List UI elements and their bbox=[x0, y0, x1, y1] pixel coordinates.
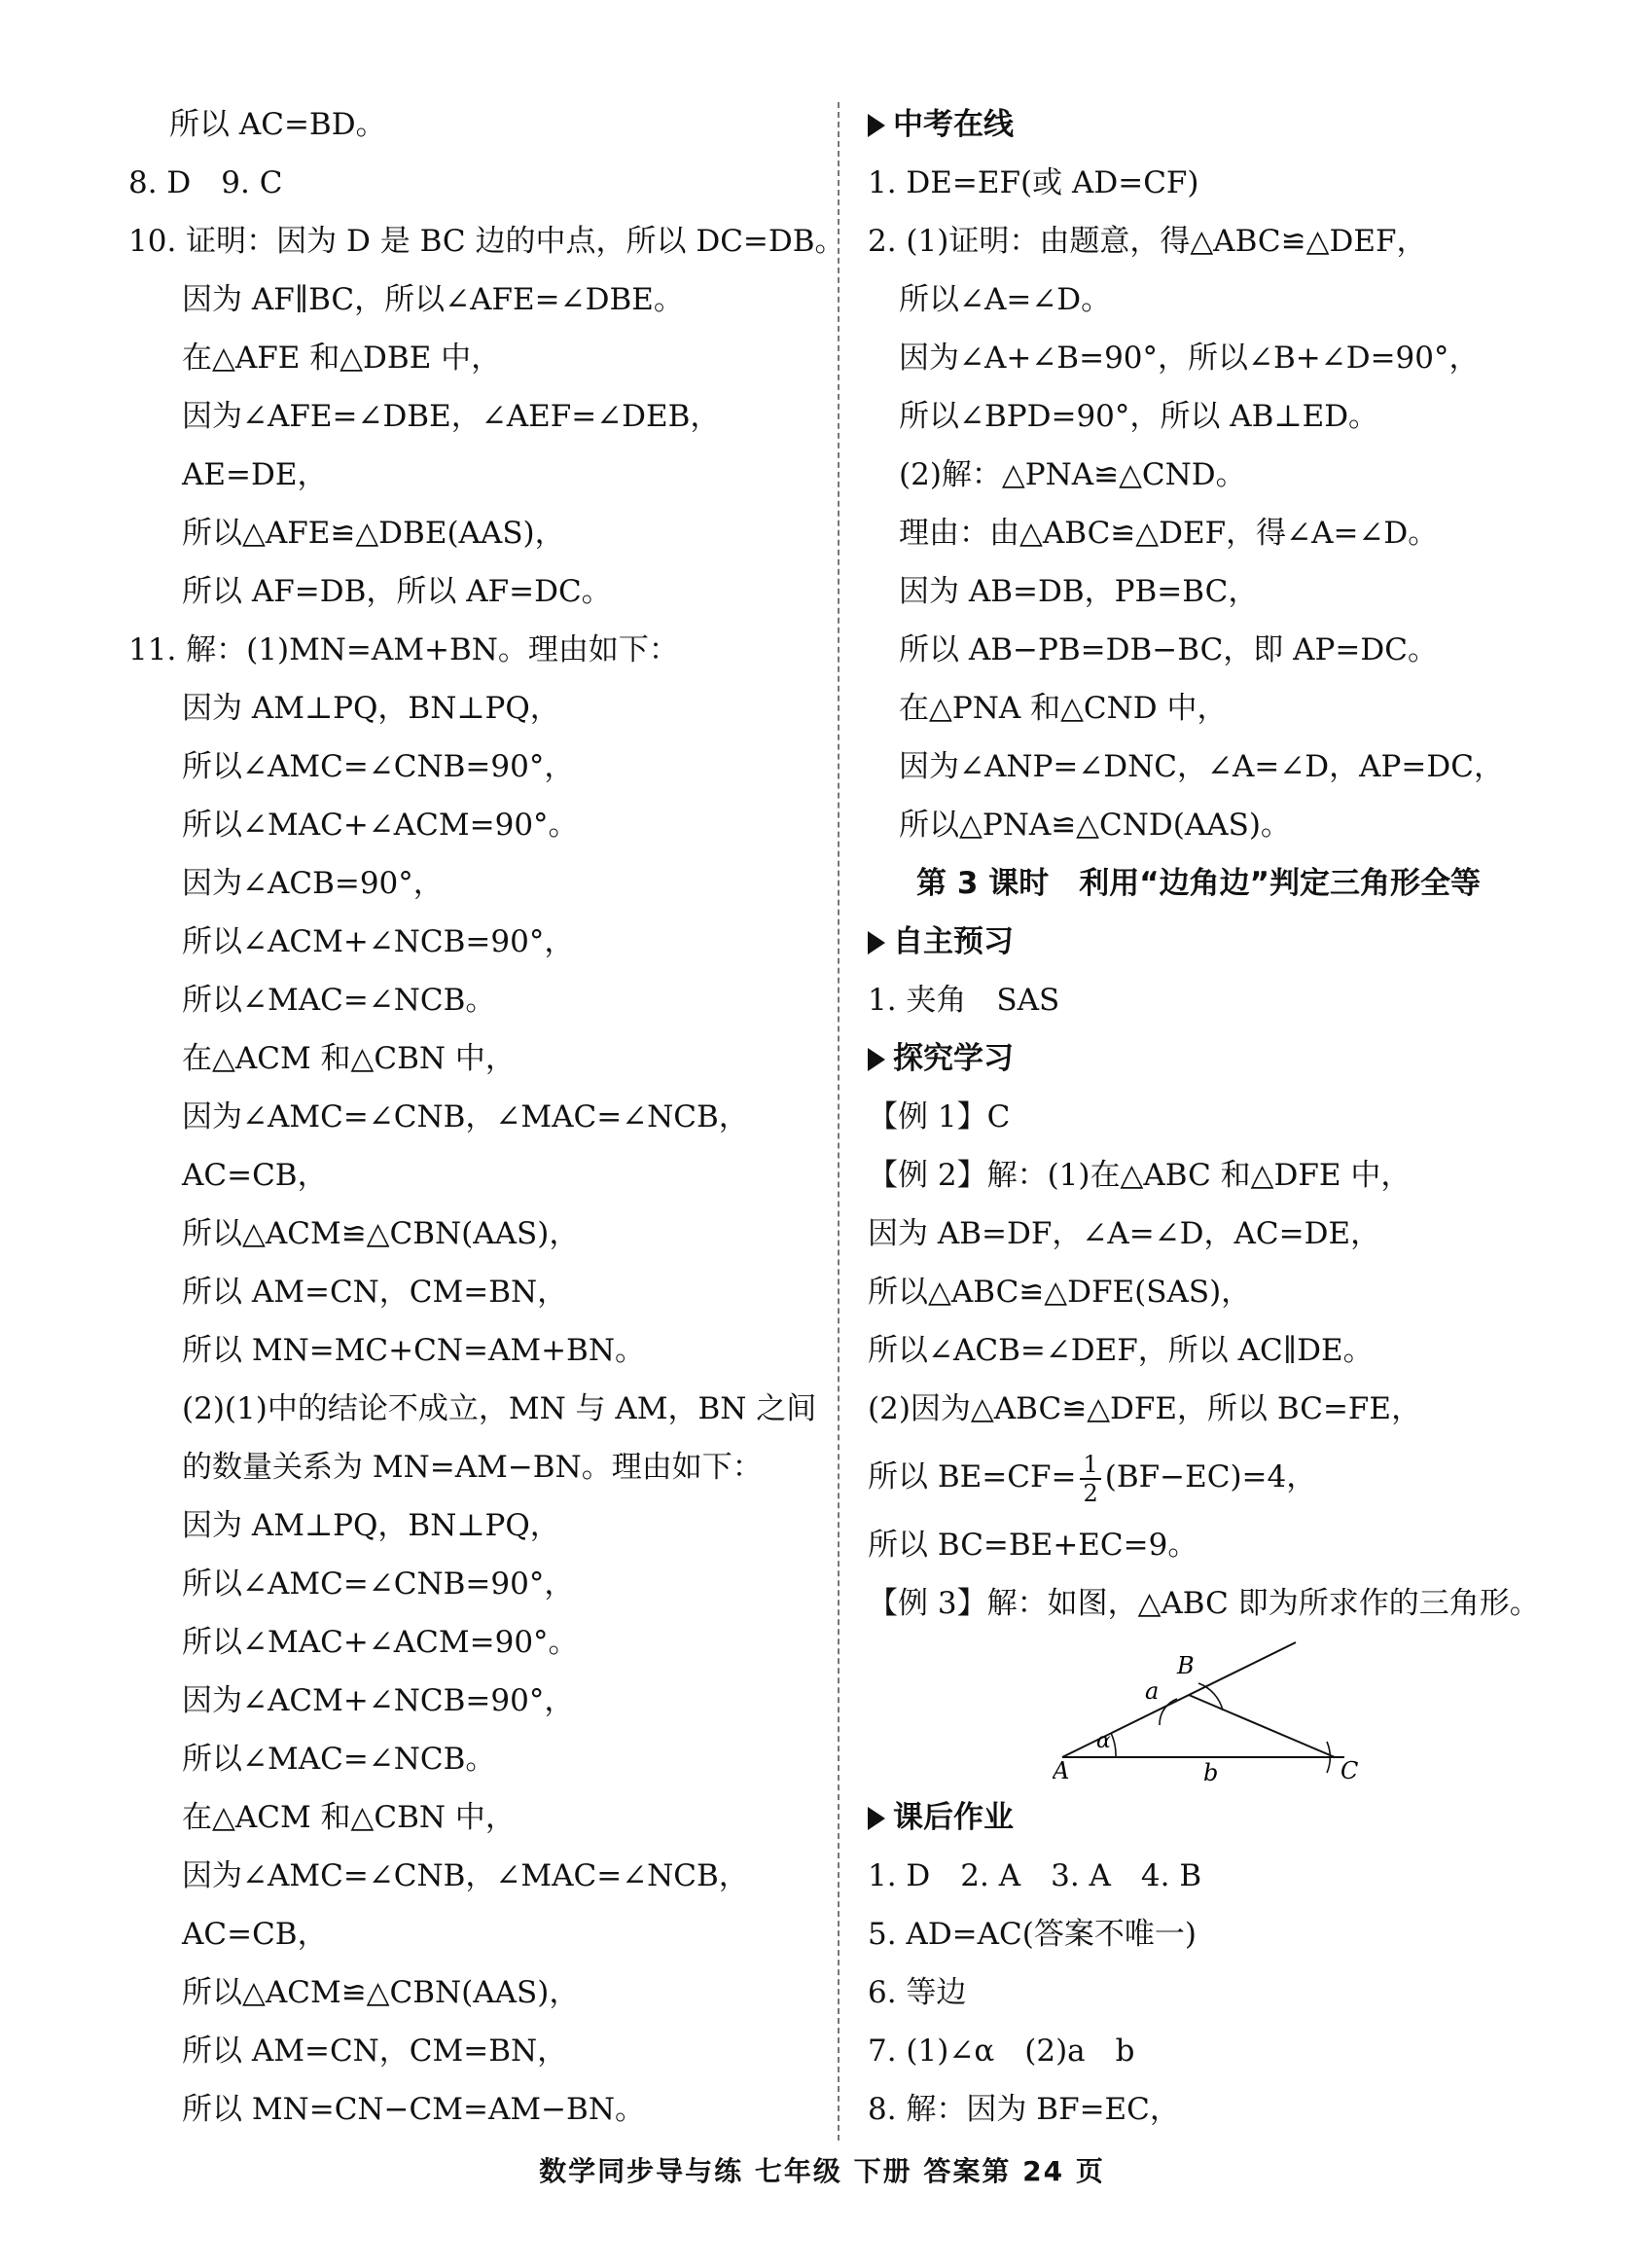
section-heading-zizhu: 自主预习 bbox=[868, 913, 1549, 971]
text-line: 所以 BC=BE+EC=9。 bbox=[868, 1528, 1198, 1563]
text-line: 10. 证明：因为 D 是 BC 边的中点，所以 DC=DB。 bbox=[128, 224, 845, 259]
text-line: 因为∠AMC=∠CNB，∠MAC=∠NCB， bbox=[182, 1858, 749, 1893]
text-line: 所以△PNA≌△CND(AAS)。 bbox=[899, 808, 1291, 843]
text-line: AE=DE， bbox=[182, 457, 328, 492]
text-line: 所以∠ACB=∠DEF，所以 AC∥DE。 bbox=[868, 1333, 1374, 1368]
text-line: 因为 AB=DF，∠A=∠D，AC=DE， bbox=[868, 1216, 1381, 1251]
text-line: 所以 AC=BD。 bbox=[169, 107, 386, 142]
triangle-construction-figure bbox=[868, 1633, 1549, 1788]
text-line: 因为 AB=DB，PB=BC， bbox=[899, 574, 1259, 609]
triangle-bullet-icon bbox=[868, 931, 885, 954]
text-line: 所以 AM=CN，CM=BN， bbox=[182, 1275, 568, 1310]
text-line: 1. DE=EF(或 AD=CF) bbox=[868, 165, 1199, 200]
text-line: 所以△ACM≌△CBN(AAS)， bbox=[182, 1216, 580, 1251]
side-label-a: a bbox=[1145, 1677, 1160, 1705]
triangle-bullet-icon bbox=[868, 1807, 885, 1830]
right-column bbox=[868, 95, 1549, 2139]
triangle-figure-svg bbox=[1053, 1633, 1364, 1788]
triangle-bullet-icon bbox=[868, 114, 885, 137]
text-line: 在△PNA 和△CND 中， bbox=[899, 691, 1228, 726]
text-line: 所以∠A=∠D。 bbox=[899, 282, 1112, 317]
text-line: 11. 解：(1)MN=AM+BN。理由如下： bbox=[128, 632, 679, 667]
text-line: 在△ACM 和△CBN 中， bbox=[182, 1800, 516, 1835]
text-line: 所以∠ACM+∠NCB=90°， bbox=[182, 924, 575, 959]
text-line: 【例 1】C bbox=[868, 1099, 1011, 1134]
text-line: 【例 3】解：如图，△ABC 即为所求作的三角形。 bbox=[868, 1586, 1540, 1621]
text-line: 所以∠MAC+∠ACM=90°。 bbox=[182, 1625, 579, 1660]
text-line: 所以 MN=MC+CN=AM+BN。 bbox=[182, 1333, 645, 1368]
vertex-label-c: C bbox=[1340, 1757, 1359, 1784]
text-line: 理由：由△ABC≌△DEF，得∠A=∠D。 bbox=[899, 516, 1439, 551]
text-line: 因为∠ANP=∠DNC，∠A=∠D，AP=DC， bbox=[899, 749, 1504, 784]
text-line: AC=CB， bbox=[182, 1917, 328, 1952]
text-line: 在△AFE 和△DBE 中， bbox=[182, 341, 502, 376]
text-line: (2)(1)中的结论不成立，MN 与 AM，BN 之间 bbox=[182, 1391, 817, 1426]
text-line: 2. (1)证明：由题意，得△ABC≌△DEF， bbox=[868, 224, 1427, 259]
section-heading-kehou: 课后作业 bbox=[868, 1788, 1549, 1847]
fraction-line: 所以 BE=CF= $\frac{1}{2}$ (BF−EC)=4， bbox=[868, 1450, 1317, 1507]
text-line: 6. 等边 bbox=[868, 1975, 967, 2010]
text-line: 因为∠ACM+∠NCB=90°， bbox=[182, 1683, 575, 1718]
left-column bbox=[128, 95, 845, 2139]
text-line: 的数量关系为 MN=AM−BN。理由如下： bbox=[182, 1450, 763, 1485]
text-line: AC=CB， bbox=[182, 1158, 328, 1193]
text-line: 因为∠AFE=∠DBE，∠AEF=∠DEB， bbox=[182, 399, 721, 434]
text-line: 因为∠AMC=∠CNB，∠MAC=∠NCB， bbox=[182, 1099, 749, 1134]
text-line: 所以∠MAC=∠NCB。 bbox=[182, 1742, 496, 1777]
vertex-label-b: B bbox=[1177, 1652, 1195, 1679]
section-heading-zhongkao: 中考在线 bbox=[868, 95, 1549, 154]
text-line: 所以 AM=CN，CM=BN， bbox=[182, 2034, 568, 2069]
lesson-title: 第 3 课时 利用“边角边”判定三角形全等 bbox=[916, 866, 1481, 901]
text-line: (2)解：△PNA≌△CND。 bbox=[899, 457, 1246, 492]
text-line: 5. AD=AC(答案不唯一) bbox=[868, 1917, 1197, 1952]
text-line: 7. (1)∠α (2)a b bbox=[868, 2034, 1135, 2069]
vertex-label-a: A bbox=[1053, 1757, 1070, 1784]
text-line: 因为 AF∥BC，所以∠AFE=∠DBE。 bbox=[182, 282, 684, 317]
text-line: (2)因为△ABC≌△DFE，所以 BC=FE， bbox=[868, 1391, 1422, 1426]
text-line: 所以 AF=DB，所以 AF=DC。 bbox=[182, 574, 612, 609]
text-line: 1. D 2. A 3. A 4. B bbox=[868, 1858, 1202, 1893]
triangle-bullet-icon bbox=[868, 1048, 885, 1071]
text-line: 所以△ABC≌△DFE(SAS)， bbox=[868, 1275, 1252, 1310]
angle-label-alpha: α bbox=[1096, 1729, 1111, 1753]
text-line: 所以△AFE≌△DBE(AAS)， bbox=[182, 516, 565, 551]
text-line: 所以 AB−PB=DB−BC，即 AP=DC。 bbox=[899, 632, 1438, 667]
text-line: 在△ACM 和△CBN 中， bbox=[182, 1041, 516, 1076]
text-line: 因为∠A+∠B=90°，所以∠B+∠D=90°， bbox=[899, 341, 1480, 376]
fraction: $\frac{1}{2}$ bbox=[1080, 1451, 1100, 1507]
text-line: 所以∠MAC+∠ACM=90°。 bbox=[182, 808, 579, 843]
side-label-b: b bbox=[1203, 1759, 1219, 1786]
text-line: 所以 MN=CN−CM=AM−BN。 bbox=[182, 2092, 645, 2127]
text-line: 【例 2】解：(1)在△ABC 和△DFE 中， bbox=[868, 1158, 1412, 1193]
page-footer: 数学同步导与练 七年级 下册 答案第 24 页 bbox=[539, 2155, 1105, 2187]
column-divider bbox=[838, 102, 841, 2141]
text-line: 因为 AM⊥PQ，BN⊥PQ， bbox=[182, 691, 560, 726]
text-line: 8. 解：因为 BF=EC， bbox=[868, 2092, 1180, 2127]
text-line: 因为 AM⊥PQ，BN⊥PQ， bbox=[182, 1508, 560, 1543]
section-heading-tanjiu: 探究学习 bbox=[868, 1029, 1549, 1088]
text-line: 8. D 9. C bbox=[128, 165, 283, 200]
text-line: 所以△ACM≌△CBN(AAS)， bbox=[182, 1975, 580, 2010]
text-line: 所以∠AMC=∠CNB=90°， bbox=[182, 749, 575, 784]
text-line: 1. 夹角 SAS bbox=[868, 983, 1060, 1018]
text-line: 因为∠ACB=90°， bbox=[182, 866, 444, 901]
text-line: 所以∠BPD=90°，所以 AB⊥ED。 bbox=[899, 399, 1379, 434]
text-line: 所以∠MAC=∠NCB。 bbox=[182, 983, 496, 1018]
text-line: 所以∠AMC=∠CNB=90°， bbox=[182, 1566, 575, 1602]
